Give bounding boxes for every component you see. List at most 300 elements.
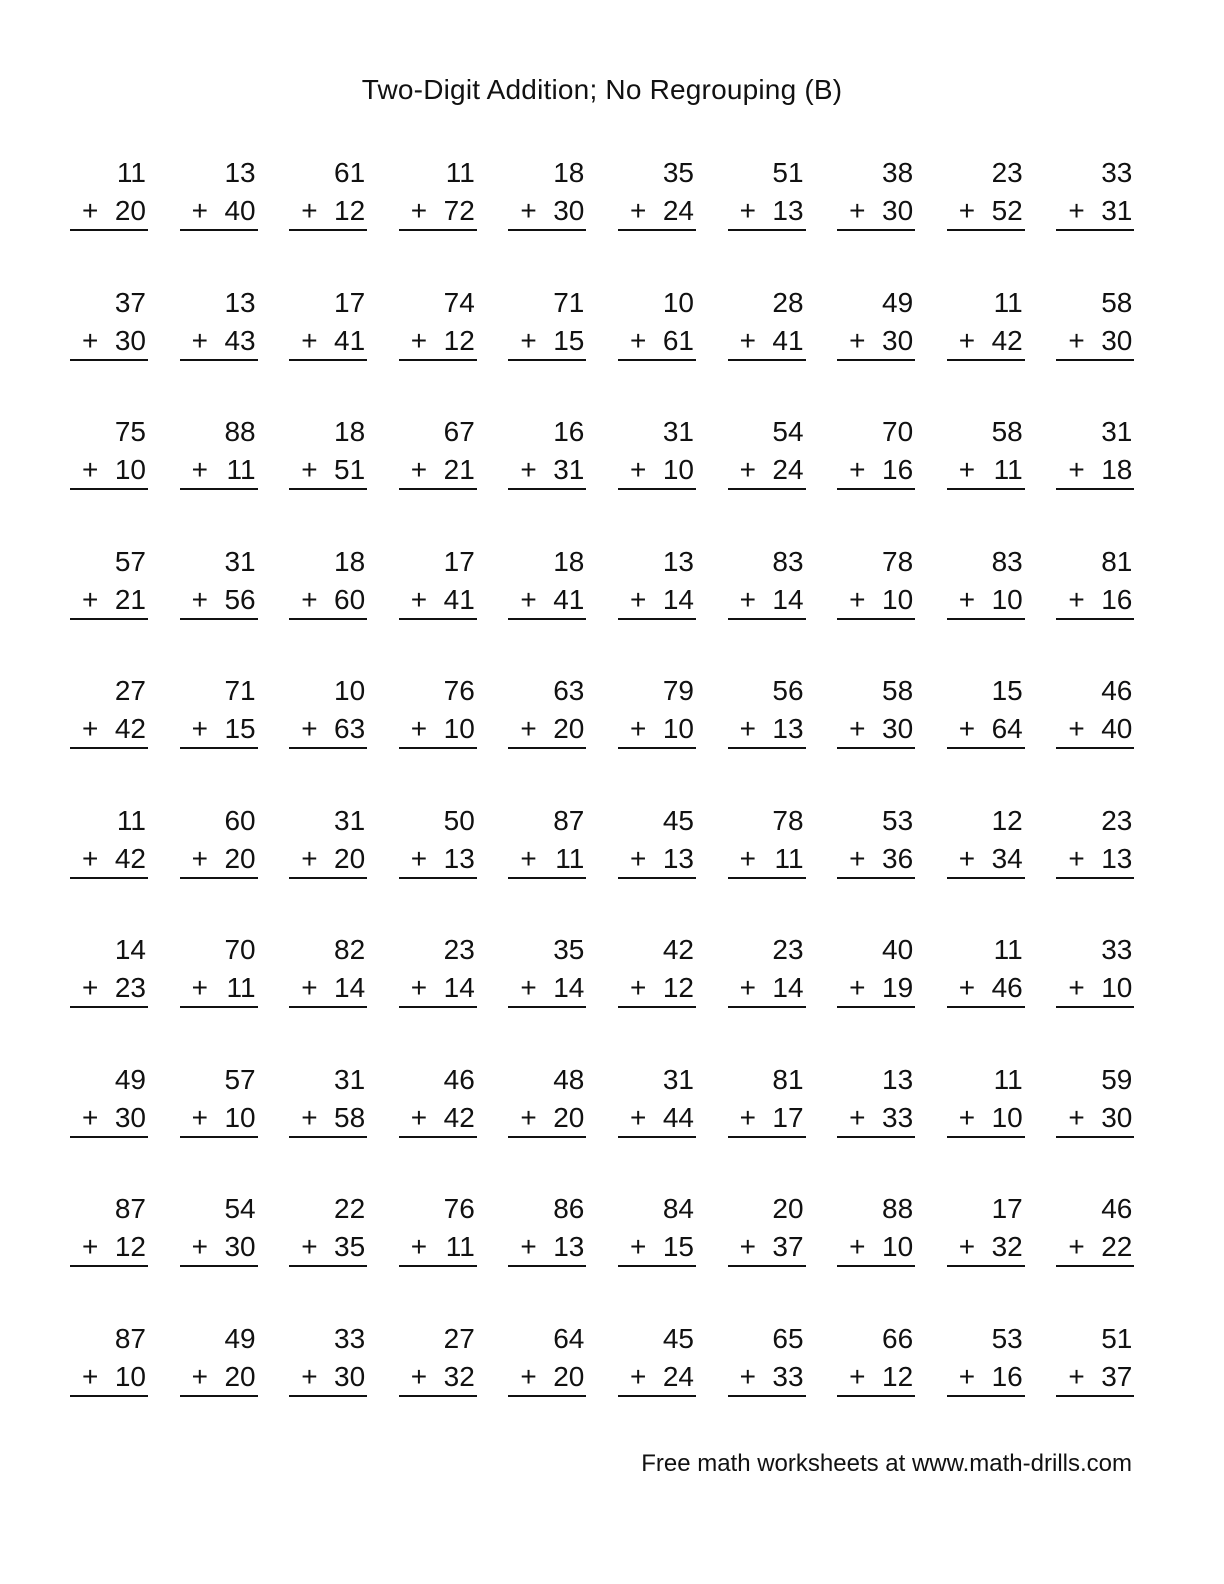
- addend-top: 18: [553, 545, 585, 577]
- addend-bottom: 30: [553, 195, 585, 226]
- addend-top: 45: [662, 1322, 694, 1354]
- addend-bottom-line: [837, 710, 913, 748]
- addend-bottom-line: [508, 581, 584, 619]
- addend-bottom: 20: [553, 1360, 585, 1392]
- addition-problem: [289, 1190, 367, 1283]
- answer-line: [728, 747, 806, 749]
- addend-bottom-line: [180, 1358, 256, 1396]
- addition-problem: [289, 802, 367, 895]
- plus-sign: +: [1068, 195, 1085, 226]
- answer-line: [728, 618, 806, 620]
- addend-top: 63: [553, 675, 585, 706]
- plus-sign: +: [958, 454, 976, 485]
- addend-bottom-line: [947, 1228, 1023, 1266]
- addend-bottom-line: [180, 581, 256, 619]
- addend-bottom-line: [1056, 322, 1132, 360]
- answer-line: [618, 488, 696, 490]
- answer-line: [728, 229, 806, 231]
- addend-top: 46: [443, 1063, 475, 1095]
- answer-line: [508, 488, 586, 490]
- addend-bottom: 11: [555, 842, 585, 874]
- addend-bottom-line: [70, 451, 146, 489]
- addend-bottom-line: [618, 192, 694, 230]
- addend-top: 18: [334, 545, 366, 577]
- plus-sign: +: [82, 713, 99, 744]
- addend-bottom-line: [1056, 710, 1132, 748]
- addition-problem: [837, 413, 915, 506]
- addend-bottom-line: [508, 840, 584, 878]
- answer-line: [947, 1395, 1025, 1397]
- answer-line: [1056, 229, 1134, 231]
- addend-bottom-line: [837, 581, 913, 619]
- answer-line: [508, 618, 586, 620]
- addend-top: 74: [443, 286, 475, 318]
- addition-problem: [289, 931, 367, 1024]
- addend-bottom-line: [947, 451, 1023, 489]
- addend-bottom: 13: [772, 195, 804, 226]
- addend-bottom: 40: [224, 195, 256, 226]
- addend-bottom: 14: [772, 972, 804, 1003]
- addend-top: 58: [1101, 286, 1133, 318]
- addend-bottom-line: [70, 1099, 146, 1137]
- answer-line: [399, 488, 477, 490]
- addend-bottom-line: [399, 192, 475, 230]
- addition-problem: [289, 284, 367, 377]
- plus-sign: +: [739, 972, 756, 1003]
- addend-bottom-line: [180, 969, 256, 1007]
- answer-line: [399, 359, 477, 361]
- addend-bottom: 42: [114, 842, 146, 874]
- plus-sign: +: [301, 713, 318, 744]
- addend-bottom: 30: [334, 1360, 366, 1392]
- answer-line: [70, 618, 148, 620]
- plus-sign: +: [410, 1360, 428, 1392]
- addend-bottom-line: [947, 969, 1023, 1007]
- plus-sign: +: [739, 195, 756, 226]
- addend-top: 50: [443, 804, 475, 836]
- addend-top: 58: [882, 675, 914, 706]
- addend-bottom: 15: [224, 713, 256, 744]
- addend-bottom-line: [837, 969, 913, 1007]
- addend-top: 83: [772, 545, 804, 577]
- addend-top: 14: [114, 934, 146, 965]
- addend-top: 49: [114, 1063, 146, 1095]
- addend-bottom-line: [947, 192, 1023, 230]
- addend-bottom-line: [728, 969, 804, 1007]
- plus-sign: +: [301, 1101, 318, 1133]
- addend-bottom: 30: [1101, 1101, 1133, 1133]
- addend-bottom-line: [508, 710, 584, 748]
- addend-bottom: 41: [334, 324, 366, 356]
- addend-bottom: 10: [991, 583, 1023, 615]
- addend-bottom-line: [399, 451, 475, 489]
- addend-top: 57: [224, 1063, 256, 1095]
- addition-problem: [180, 931, 258, 1024]
- addend-bottom: 13: [662, 842, 694, 874]
- addend-bottom-line: [70, 322, 146, 360]
- addend-bottom: 42: [443, 1101, 475, 1133]
- addition-problem: [399, 1061, 477, 1154]
- plus-sign: +: [410, 583, 428, 615]
- answer-line: [1056, 618, 1134, 620]
- plus-sign: +: [520, 713, 537, 744]
- addend-bottom: 37: [772, 1231, 804, 1262]
- answer-line: [289, 488, 367, 490]
- addend-top: 48: [553, 1063, 585, 1095]
- plus-sign: +: [520, 972, 537, 1003]
- addend-bottom: 44: [662, 1101, 694, 1133]
- plus-sign: +: [410, 1231, 428, 1262]
- addend-bottom-line: [728, 1358, 804, 1396]
- addend-bottom-line: [289, 451, 365, 489]
- plus-sign: +: [1068, 1360, 1085, 1392]
- addend-top: 64: [553, 1322, 585, 1354]
- addend-top: 10: [334, 675, 366, 706]
- addend-bottom-line: [728, 322, 804, 360]
- addend-bottom: 13: [772, 713, 804, 744]
- addition-problem: [399, 672, 477, 765]
- addition-problem: [180, 413, 258, 506]
- plus-sign: +: [82, 583, 99, 615]
- addend-bottom-line: [289, 581, 365, 619]
- addend-bottom: 30: [114, 1101, 146, 1133]
- plus-sign: +: [958, 583, 976, 615]
- addend-bottom: 20: [553, 713, 585, 744]
- addend-bottom: 24: [772, 454, 804, 485]
- addend-top: 58: [991, 416, 1023, 447]
- addend-bottom-line: [1056, 192, 1132, 230]
- plus-sign: +: [739, 713, 756, 744]
- answer-line: [947, 747, 1025, 749]
- plus-sign: +: [629, 713, 647, 744]
- answer-line: [180, 1265, 258, 1267]
- answer-line: [289, 359, 367, 361]
- addend-bottom: 32: [991, 1231, 1023, 1262]
- addend-bottom-line: [618, 1099, 694, 1137]
- addend-bottom: 24: [662, 195, 694, 226]
- answer-line: [70, 747, 148, 749]
- worksheet-title: Two-Digit Addition; No Regrouping (B): [361, 74, 843, 105]
- answer-line: [70, 877, 148, 879]
- addend-bottom-line: [289, 1228, 365, 1266]
- addend-top: 35: [662, 157, 694, 188]
- addition-problem: [70, 1061, 148, 1154]
- addend-bottom-line: [399, 1228, 475, 1266]
- addition-problem: [618, 1190, 696, 1283]
- plus-sign: +: [849, 1231, 866, 1262]
- addend-bottom: 22: [1101, 1231, 1133, 1262]
- addend-bottom: 11: [774, 842, 804, 874]
- addition-problem: [1056, 1061, 1134, 1154]
- addend-bottom: 24: [662, 1360, 694, 1392]
- addend-bottom-line: [947, 1099, 1023, 1137]
- plus-sign: +: [849, 324, 866, 356]
- addition-problem: [70, 284, 148, 377]
- addend-top: 38: [882, 157, 914, 188]
- addend-bottom-line: [728, 451, 804, 489]
- addition-problem: [728, 413, 806, 506]
- addition-problem: [180, 543, 258, 636]
- addend-bottom-line: [399, 581, 475, 619]
- plus-sign: +: [1068, 583, 1085, 615]
- addend-bottom-line: [289, 1099, 365, 1137]
- plus-sign: +: [301, 195, 318, 226]
- addend-top: 81: [1101, 545, 1133, 577]
- answer-line: [837, 618, 915, 620]
- answer-line: [399, 1136, 477, 1138]
- plus-sign: +: [1068, 1101, 1085, 1133]
- addend-bottom-line: [508, 451, 584, 489]
- addition-problem: [508, 1190, 586, 1283]
- plus-sign: +: [191, 195, 208, 226]
- addend-top: 51: [1101, 1322, 1133, 1354]
- addend-bottom-line: [180, 192, 256, 230]
- plus-sign: +: [82, 195, 99, 226]
- addend-bottom-line: [180, 1228, 256, 1266]
- plus-sign: +: [739, 454, 756, 485]
- addend-bottom: 41: [443, 583, 475, 615]
- answer-line: [618, 747, 696, 749]
- addend-bottom: 17: [772, 1101, 804, 1133]
- addend-top: 81: [772, 1063, 804, 1095]
- plus-sign: +: [82, 842, 99, 874]
- addition-problem: [1056, 154, 1134, 247]
- addend-bottom: 10: [882, 1231, 914, 1262]
- addend-top: 78: [882, 545, 914, 577]
- plus-sign: +: [191, 842, 208, 874]
- answer-line: [947, 618, 1025, 620]
- addend-top: 70: [882, 416, 914, 447]
- addition-problem: [289, 413, 367, 506]
- answer-line: [947, 877, 1025, 879]
- answer-line: [728, 359, 806, 361]
- addend-bottom: 30: [882, 324, 914, 356]
- answer-line: [1056, 1265, 1134, 1267]
- plus-sign: +: [520, 1360, 537, 1392]
- addend-top: 40: [882, 934, 914, 965]
- answer-line: [728, 1006, 806, 1008]
- addend-top: 31: [662, 1063, 694, 1095]
- answer-line: [70, 359, 148, 361]
- addend-top: 23: [1101, 804, 1133, 836]
- plus-sign: +: [958, 1360, 976, 1392]
- addend-bottom-line: [618, 581, 694, 619]
- plus-sign: +: [739, 324, 756, 356]
- addend-bottom-line: [289, 1358, 365, 1396]
- addition-problem: [180, 1190, 258, 1283]
- addend-bottom-line: [1056, 840, 1132, 878]
- answer-line: [947, 359, 1025, 361]
- addend-bottom: 30: [224, 1231, 256, 1262]
- addition-problem: [837, 1320, 915, 1413]
- addition-problem: [508, 802, 586, 895]
- addend-bottom: 58: [334, 1101, 366, 1133]
- addend-bottom-line: [289, 840, 365, 878]
- addition-problem: [947, 543, 1025, 636]
- addend-top: 82: [334, 934, 366, 965]
- addend-top: 46: [1101, 675, 1133, 706]
- answer-line: [728, 488, 806, 490]
- answer-line: [70, 1136, 148, 1138]
- answer-line: [618, 877, 696, 879]
- addend-top: 87: [114, 1322, 146, 1354]
- plus-sign: +: [849, 454, 866, 485]
- addition-problem: [399, 1190, 477, 1283]
- addend-top: 11: [116, 804, 146, 836]
- addend-top: 59: [1101, 1063, 1133, 1095]
- addition-problem: [399, 802, 477, 895]
- addend-top: 31: [1101, 416, 1133, 447]
- addition-problem: [728, 802, 806, 895]
- addend-bottom-line: [508, 322, 584, 360]
- addend-top: 13: [882, 1063, 914, 1095]
- plus-sign: +: [82, 454, 99, 485]
- plus-sign: +: [958, 195, 976, 226]
- addend-top: 17: [991, 1193, 1023, 1224]
- addend-bottom: 10: [1101, 972, 1133, 1003]
- addition-problem: [399, 284, 477, 377]
- addend-bottom: 10: [114, 454, 146, 485]
- addition-problem: [399, 154, 477, 247]
- addition-problem: [1056, 284, 1134, 377]
- plus-sign: +: [410, 324, 428, 356]
- addend-top: 11: [993, 1063, 1023, 1095]
- addition-problem: [618, 1061, 696, 1154]
- answer-line: [180, 229, 258, 231]
- addend-bottom: 19: [882, 972, 914, 1003]
- addend-bottom: 20: [334, 842, 366, 874]
- plus-sign: +: [410, 195, 428, 226]
- addition-problem: [618, 543, 696, 636]
- answer-line: [1056, 1395, 1134, 1397]
- plus-sign: +: [958, 713, 976, 744]
- plus-sign: +: [739, 583, 756, 615]
- plus-sign: +: [629, 583, 647, 615]
- addend-top: 79: [662, 675, 694, 706]
- plus-sign: +: [82, 972, 99, 1003]
- answer-line: [728, 877, 806, 879]
- plus-sign: +: [191, 324, 208, 356]
- addend-bottom-line: [618, 322, 694, 360]
- plus-sign: +: [849, 583, 866, 615]
- addend-top: 75: [114, 416, 146, 447]
- answer-line: [399, 1006, 477, 1008]
- answer-line: [289, 229, 367, 231]
- addition-problem: [728, 154, 806, 247]
- answer-line: [399, 877, 477, 879]
- plus-sign: +: [191, 1231, 208, 1262]
- addend-bottom-line: [728, 192, 804, 230]
- addition-problem: [70, 1190, 148, 1283]
- addend-bottom: 10: [662, 454, 694, 485]
- addend-bottom: 12: [443, 324, 475, 356]
- addend-bottom: 12: [882, 1360, 914, 1392]
- addition-problem: [508, 1320, 586, 1413]
- plus-sign: +: [82, 1101, 99, 1133]
- addend-bottom-line: [399, 840, 475, 878]
- addend-bottom-line: [728, 1099, 804, 1137]
- answer-line: [508, 1395, 586, 1397]
- addend-bottom: 64: [991, 713, 1023, 744]
- addition-problem: [947, 413, 1025, 506]
- answer-line: [70, 1265, 148, 1267]
- addend-top: 83: [991, 545, 1023, 577]
- addition-problem: [947, 1061, 1025, 1154]
- addend-bottom-line: [70, 710, 146, 748]
- answer-line: [180, 618, 258, 620]
- addend-bottom-line: [837, 1099, 913, 1137]
- addend-bottom-line: [180, 322, 256, 360]
- addend-bottom: 10: [882, 583, 914, 615]
- addend-bottom: 52: [991, 195, 1023, 226]
- addition-problem: [70, 543, 148, 636]
- addition-problem: [618, 672, 696, 765]
- addend-bottom-line: [180, 710, 256, 748]
- plus-sign: +: [410, 713, 428, 744]
- plus-sign: +: [849, 842, 866, 874]
- addition-problem: [947, 154, 1025, 247]
- addend-top: 28: [772, 286, 804, 318]
- answer-line: [180, 359, 258, 361]
- plus-sign: +: [629, 195, 647, 226]
- addend-top: 71: [553, 286, 585, 318]
- answer-line: [728, 1265, 806, 1267]
- addition-problem: [399, 931, 477, 1024]
- addend-bottom-line: [837, 1358, 913, 1396]
- addend-bottom: 43: [224, 324, 256, 356]
- answer-line: [837, 1006, 915, 1008]
- answer-line: [70, 229, 148, 231]
- plus-sign: +: [958, 324, 976, 356]
- plus-sign: +: [1068, 324, 1085, 356]
- answer-line: [180, 488, 258, 490]
- answer-line: [180, 877, 258, 879]
- addend-bottom-line: [508, 1358, 584, 1396]
- addend-bottom: 30: [114, 324, 146, 356]
- plus-sign: +: [1068, 842, 1085, 874]
- addition-problem: [508, 413, 586, 506]
- addend-top: 67: [443, 416, 475, 447]
- addend-top: 31: [224, 545, 256, 577]
- addend-bottom: 10: [224, 1101, 256, 1133]
- plus-sign: +: [520, 842, 537, 874]
- addition-problem: [289, 1320, 367, 1413]
- addend-bottom: 10: [114, 1360, 146, 1392]
- plus-sign: +: [629, 454, 647, 485]
- addend-bottom-line: [618, 451, 694, 489]
- addition-problem: [618, 413, 696, 506]
- addend-bottom: 42: [991, 324, 1023, 356]
- addition-problem: [508, 284, 586, 377]
- plus-sign: +: [520, 195, 537, 226]
- addend-bottom: 12: [334, 195, 366, 226]
- addend-bottom: 14: [443, 972, 475, 1003]
- addend-bottom: 32: [443, 1360, 475, 1392]
- plus-sign: +: [301, 454, 318, 485]
- addend-bottom: 15: [553, 324, 585, 356]
- addend-top: 53: [882, 804, 914, 836]
- addition-problem: [508, 1061, 586, 1154]
- addition-problem: [837, 931, 915, 1024]
- answer-line: [837, 1136, 915, 1138]
- answer-line: [289, 877, 367, 879]
- addend-top: 88: [882, 1193, 914, 1224]
- addend-top: 13: [662, 545, 694, 577]
- addition-problem: [180, 672, 258, 765]
- addend-bottom-line: [728, 840, 804, 878]
- addend-bottom: 20: [224, 842, 256, 874]
- addend-bottom: 34: [991, 842, 1023, 874]
